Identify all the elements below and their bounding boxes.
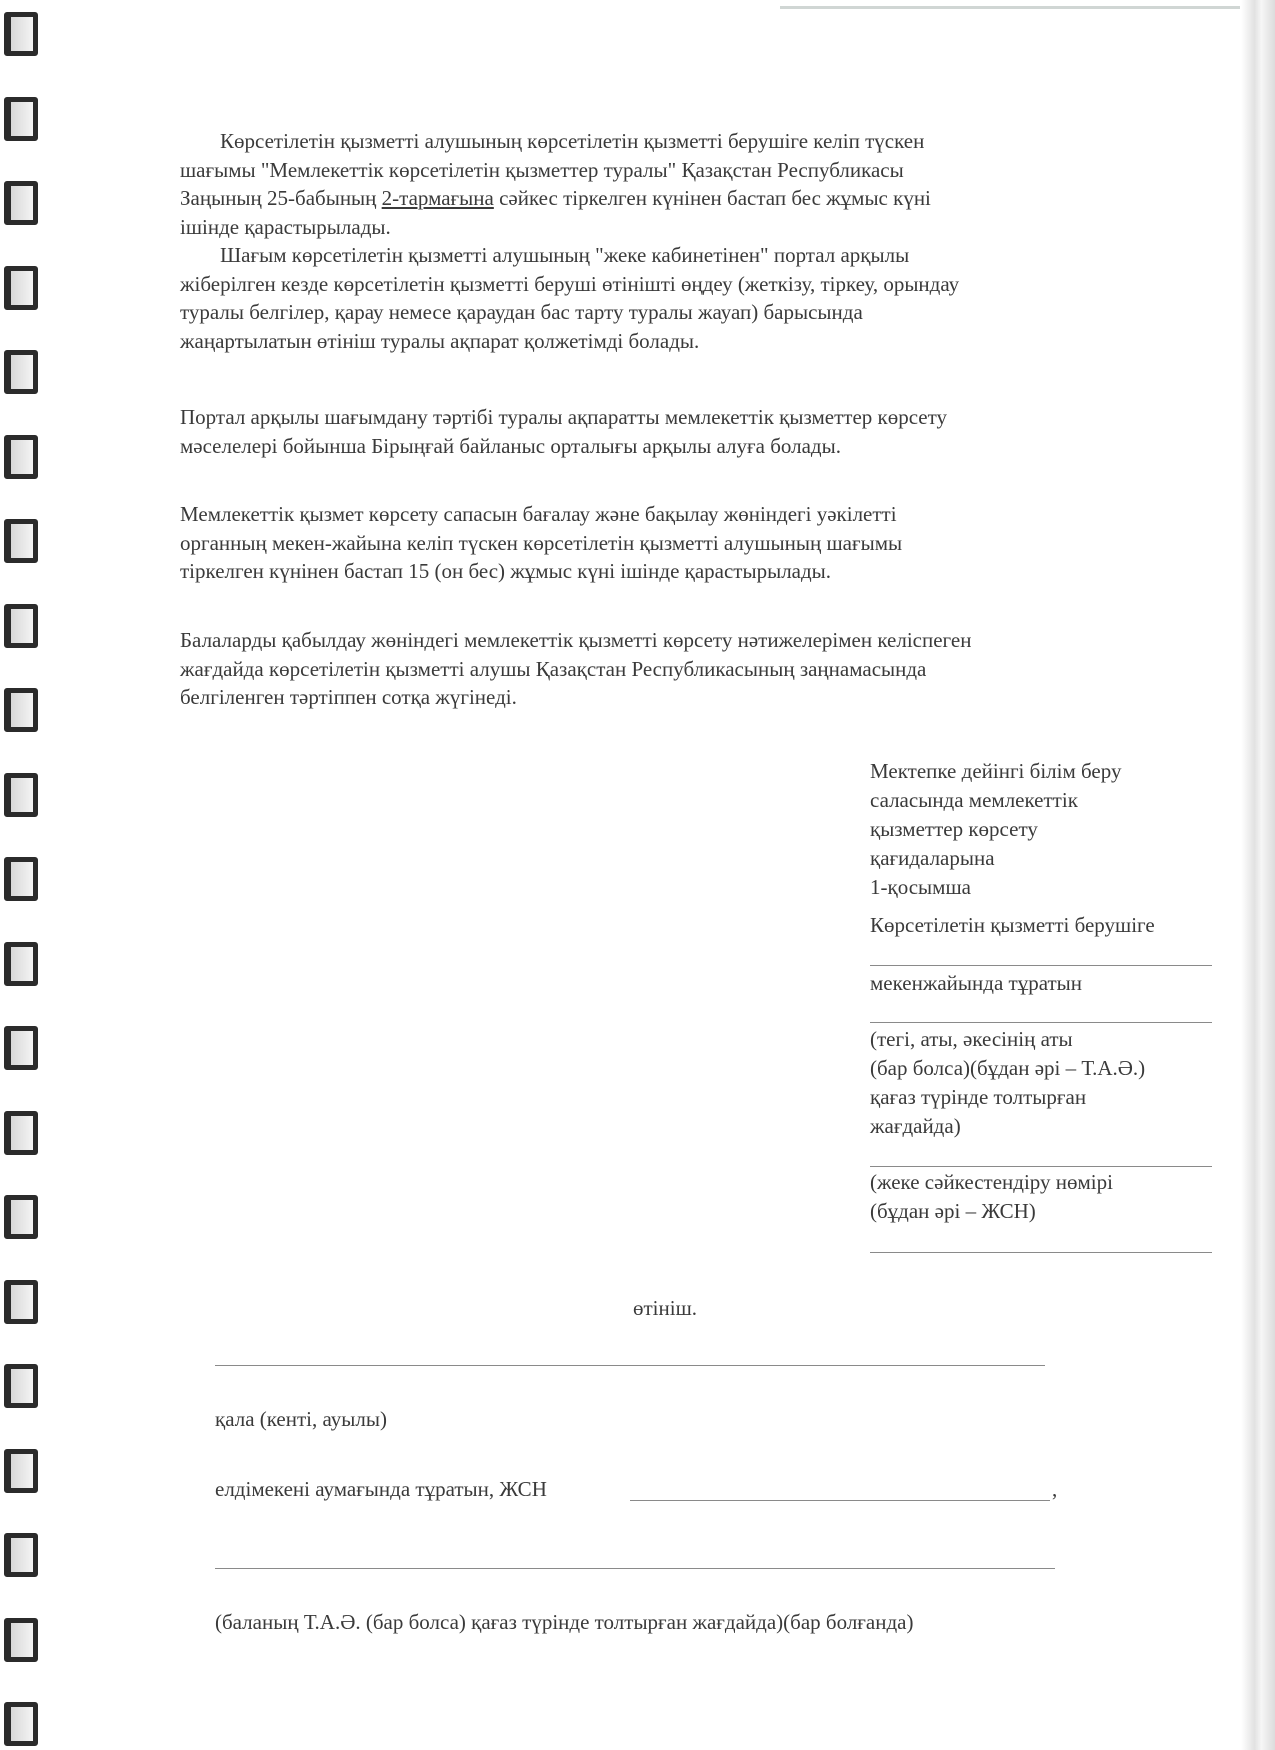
text-line: органның мекен-жайына келіп түскен көрсетілетін қызметті алушының шағымы <box>180 530 903 555</box>
annex-header <box>870 757 1215 902</box>
binding-ring <box>4 519 38 563</box>
binding-ring <box>4 604 38 648</box>
application-title: өтініш. <box>632 1296 697 1320</box>
binding-ring <box>4 1449 38 1493</box>
page-top-edge <box>780 6 1240 9</box>
binding-ring <box>4 1195 38 1239</box>
iin-hint-line: (бұдан әрі – ЖСН) <box>870 1199 1036 1223</box>
child-name-blank-line[interactable] <box>215 1568 1055 1569</box>
text-line: жіберілген кезде көрсетілетін қызметті беруші өтінішті өңдеу (жеткізу, тіркеу, орындау <box>180 271 960 296</box>
binding-ring <box>4 12 38 56</box>
text-line: ішінде қарастырылады. <box>180 214 391 239</box>
law-reference-link[interactable]: 2-тармағына <box>381 186 494 210</box>
page-edge-shadow <box>1241 0 1275 1750</box>
city-label: қала (кенті, ауылы) <box>215 1407 387 1431</box>
iin-hint-line: (жеке сәйкестендіру нөмірі <box>870 1170 1113 1194</box>
spiral-binding <box>0 0 48 1750</box>
applicant-name-blank-line[interactable] <box>215 1365 1045 1366</box>
binding-ring <box>4 435 38 479</box>
name-hint <box>870 1025 1215 1141</box>
text-line: жағдайда көрсетілетін қызметті алушы Қазақстан Республикасының заңнамасында <box>180 656 927 681</box>
name-hint-line: (бар болса)(бұдан әрі – Т.А.Ә.) <box>870 1056 1146 1080</box>
binding-ring <box>4 266 38 310</box>
paragraph-complaint-review <box>180 127 1160 355</box>
paragraph-court-appeal <box>180 626 1160 712</box>
locality-text: елдімекені аумағында тұратын, ЖСН <box>215 1477 547 1501</box>
name-hint-line: қағаз түрінде толтырған <box>870 1085 1087 1109</box>
text-line: Балаларды қабылдау жөніндегі мемлекеттік қызметті көрсету нәтижелерімен келіспеген <box>180 628 972 652</box>
binding-ring <box>4 181 38 225</box>
paragraph-authorized-body <box>180 500 1160 586</box>
binding-ring <box>4 1364 38 1408</box>
binding-ring <box>4 97 38 141</box>
text-line-part: сәйкес тіркелген күнінен бастап бес жұмыс күні <box>493 186 931 210</box>
text-line: белгіленген тәртіппен сотқа жүгінеді. <box>180 685 517 709</box>
binding-ring <box>4 1618 38 1662</box>
recipient-blank-line[interactable] <box>870 965 1212 966</box>
text-line: туралы белгілер, қарау немесе қараудан бас тарту туралы жауап) барысында <box>180 300 863 324</box>
text-line: Көрсетілетін қызметті алушының көрсетілетін қызметті берушіге келіп түскен <box>220 129 925 153</box>
locality-end-comma: , <box>1052 1477 1058 1501</box>
name-hint-line: жағдайда) <box>870 1114 961 1138</box>
binding-ring <box>4 857 38 901</box>
iin-field-blank-line[interactable] <box>630 1500 1050 1501</box>
annex-line: қызметтер көрсету <box>870 817 1038 841</box>
annex-line: Мектепке дейінгі білім беру <box>870 759 1122 783</box>
binding-ring <box>4 688 38 732</box>
address-blank-line[interactable] <box>870 1022 1212 1023</box>
text-line: тіркелген күнінен бастап 15 (он бес) жұмыс күні ішінде қарастырылады. <box>180 559 832 583</box>
binding-ring <box>4 1026 38 1070</box>
child-name-hint: (баланың Т.А.Ә. (бар болса) қағаз түрінде толтырған жағдайда)(бар болғанда) <box>215 1610 914 1634</box>
text-line: Шағым көрсетілетін қызметті алушының "жеке кабинетінен" портал арқылы <box>220 243 910 267</box>
binding-ring <box>4 1702 38 1746</box>
annex-line: қағидаларына <box>870 846 995 870</box>
text-line: жаңартылатын өтініш туралы ақпарат қолжетімді болады. <box>180 328 700 353</box>
locality-label <box>215 1477 547 1502</box>
text-line-part: Заңының 25-бабының <box>180 186 382 210</box>
recipient-label: Көрсетілетін қызметті берушіге <box>870 913 1155 937</box>
binding-ring <box>4 1111 38 1155</box>
text-line: Мемлекеттік қызмет көрсету сапасын бағалау және бақылау жөніндегі уәкілетті <box>180 502 897 526</box>
name-blank-line[interactable] <box>870 1166 1212 1167</box>
binding-ring <box>4 350 38 394</box>
binding-ring <box>4 1280 38 1324</box>
text-line: мәселелері бойынша Бірыңғай байланыс орталығы арқылы алуға болады. <box>180 433 841 458</box>
binding-ring <box>4 1533 38 1577</box>
name-hint-line: (тегі, аты, әкесінің аты <box>870 1027 1073 1051</box>
binding-ring <box>4 773 38 817</box>
annex-number: 1-қосымша <box>870 875 971 899</box>
iin-hint <box>870 1168 1215 1226</box>
annex-line: саласында мемлекеттік <box>870 788 1078 812</box>
paragraph-portal-info <box>180 403 1160 460</box>
binding-ring <box>4 942 38 986</box>
iin-blank-line[interactable] <box>870 1252 1212 1253</box>
text-line: шағымы "Мемлекеттік көрсетілетін қызметтер туралы" Қазақстан Республикасы <box>180 157 904 182</box>
text-line <box>180 184 1160 213</box>
text-line: Портал арқылы шағымдану тәртібі туралы ақпаратты мемлекеттік қызметтер көрсету <box>180 405 948 429</box>
address-label: мекенжайында тұратын <box>870 971 1082 995</box>
